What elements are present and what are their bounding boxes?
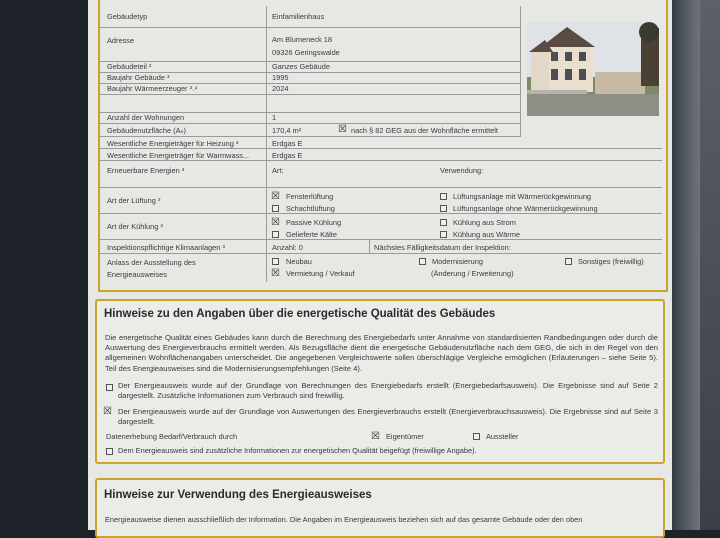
vent-opt1: Fensterlüftung [286, 192, 334, 201]
reason-label-2: Energieausweises [107, 270, 167, 279]
address-line1: Am Blumeneck 18 [272, 35, 332, 44]
usage-section [95, 478, 665, 538]
row-cooling [100, 214, 662, 240]
reason-opt2: Vermietung / Verkauf [286, 269, 355, 278]
reason-opt3: Modernisierung [432, 257, 483, 266]
heater-year-value: 2024 [272, 84, 289, 93]
renewable-use: Verwendung: [440, 166, 484, 175]
cool-opt3: Kühlung aus Strom [453, 218, 516, 227]
vent-opt3: Lüftungsanlage mit Wärmerückgewinnung [453, 192, 592, 201]
building-photo [527, 22, 659, 116]
energy-heat-value: Erdgas E [272, 139, 303, 148]
data-issuer-checkbox[interactable] [473, 433, 480, 440]
column-divider-photo [520, 6, 521, 137]
usage-paragraph: Energieausweise dienen ausschließlich der Information. Die Angaben im Energieausweis beziehen sich auf das gesamte Gebäude oder den oben [105, 515, 583, 524]
building-type-value: Einfamilienhaus [272, 12, 325, 21]
energy-water-label: Wesentliche Energieträger für Warmwass... [107, 151, 250, 160]
inspection-label: Inspektionspflichtige Klimaanlagen ³ [107, 243, 225, 252]
year-value: 1995 [272, 73, 289, 82]
cool-opt2: Gelieferte Kälte [286, 230, 337, 239]
reason-checkbox-3[interactable] [419, 258, 426, 265]
cool-opt1: Passive Kühlung [286, 218, 342, 227]
data-owner-checkbox-checked[interactable]: ☒ [371, 431, 380, 442]
address-label: Adresse [107, 36, 135, 45]
cool-opt4: Kühlung aus Wärme [453, 230, 520, 239]
data-owner-label: Eigentümer [386, 432, 424, 441]
energy-water-value: Erdgas E [272, 151, 303, 160]
vent-opt4: Lüftungsanlage ohne Wärmerückgewinnung [453, 204, 598, 213]
energy-heat-label: Wesentliche Energieträger für Heizung ³ [107, 139, 239, 148]
year-label: Baujahr Gebäude ³ [107, 73, 170, 82]
notes-option3-checkbox[interactable] [106, 448, 113, 455]
reason-opt4: Sonstiges (freiwillig) [578, 257, 644, 266]
renewable-type: Art: [272, 166, 284, 175]
data-collection-label: Datenerhebung Bedarf/Verbrauch durch [106, 432, 238, 441]
ventilation-label: Art der Lüftung ³ [107, 196, 161, 205]
column-divider [266, 6, 267, 254]
background-edge [700, 0, 720, 530]
part-value: Ganzes Gebäude [272, 62, 330, 71]
reason-label-1: Anlass der Ausstellung des [107, 258, 196, 267]
units-label: Anzahl der Wohnungen [107, 113, 185, 122]
area-label: Gebäudenutzfläche (Aₙ) [107, 126, 186, 135]
column-divider-reason [266, 254, 267, 282]
cooling-label: Art der Kühlung ³ [107, 222, 163, 231]
cool-checkbox-4[interactable] [440, 231, 447, 238]
vent-opt2: Schachtlüftung [286, 204, 335, 213]
row-spacer [100, 95, 520, 113]
vent-checkbox-2[interactable] [272, 205, 279, 212]
part-label: Gebäudeteil ² [107, 62, 152, 71]
units-value: 1 [272, 113, 277, 122]
heater-year-label: Baujahr Wärmeerzeuger ³˒⁴ [107, 84, 198, 93]
reason-checkbox-1[interactable] [272, 258, 279, 265]
column-divider-inspection [369, 240, 370, 254]
notes-option2-checkbox-checked[interactable]: ☒ [103, 406, 112, 417]
notes-title: Hinweise zu den Angaben über die energetische Qualität des Gebäudes [104, 308, 496, 320]
vent-checkbox-3[interactable] [440, 193, 447, 200]
reason-checkbox-2-checked[interactable]: ☒ [271, 268, 280, 279]
inspection-count: Anzahl: 0 [272, 243, 303, 252]
area-option-label: nach § 82 GEG aus der Wohnfläche ermittelt [351, 126, 498, 135]
inspection-next: Nächstes Fälligkeitsdatum der Inspektion: [374, 243, 511, 252]
reason-checkbox-4[interactable] [565, 258, 572, 265]
reason-opt1: Neubau [286, 257, 312, 266]
building-type-label: Gebäudetyp [107, 12, 148, 21]
reason-opt3b: (Änderung / Erweiterung) [431, 269, 514, 278]
cool-checkbox-1-checked[interactable]: ☒ [271, 217, 280, 228]
cool-checkbox-3[interactable] [440, 219, 447, 226]
row-renewable [100, 161, 662, 188]
notes-option2: Der Energieausweis wurde auf der Grundlage von Auswertungen des Energieverbrauchs erstellt (Energieverbrauchsausweis). Die Ergebnisse sind auf Seite 3 dargestellt. [118, 407, 658, 427]
data-issuer-label: Aussteller [486, 432, 519, 441]
vent-checkbox-4[interactable] [440, 205, 447, 212]
notes-paragraph: Die energetische Qualität eines Gebäudes kann durch die Berechnung des Energiebedarfs unter Annahme von standardisierten Randbedingungen oder durch die Auswertung des Energieverbrauchs ermittelt werden. Als Bezugsfläche dient die energetische Gebäudenutzfläche nach dem GEG, die sich in der Regel von den allgemeinen Wohnflächenangaben unterscheidet. Die angegebenen Vergleichswerte sollen überschlägige Vergleiche ermöglichen (Erläuterungen – siehe Seite 5). Teil des Energieausweises sind die Modernisierungsempfehlungen (Seite 4). [105, 333, 658, 373]
notes-option1: Der Energieausweis wurde auf der Grundlage von Berechnungen des Energiebedarfs erstellt (Energiebedarfsausweis). Die Ergebnisse sind auf Seite 2 dargestellt. Zusätzliche Informationen zum Verbrauch sind freiwillig. [118, 381, 658, 401]
notes-option3: Dem Energieausweis sind zusätzliche Informationen zur energetischen Qualität beigefügt (freiwillige Angabe). [118, 446, 477, 455]
address-line2: 09326 Geringswalde [272, 48, 340, 57]
area-checkbox-checked[interactable]: ☒ [338, 124, 347, 135]
vent-checkbox-1-checked[interactable]: ☒ [271, 191, 280, 202]
cool-checkbox-2[interactable] [272, 231, 279, 238]
notes-option1-checkbox[interactable] [106, 384, 113, 391]
renewable-label: Erneuerbare Energien ³ [107, 166, 185, 175]
area-value: 170,4 m² [272, 126, 302, 135]
usage-title: Hinweise zur Verwendung des Energieausweises [104, 489, 372, 501]
